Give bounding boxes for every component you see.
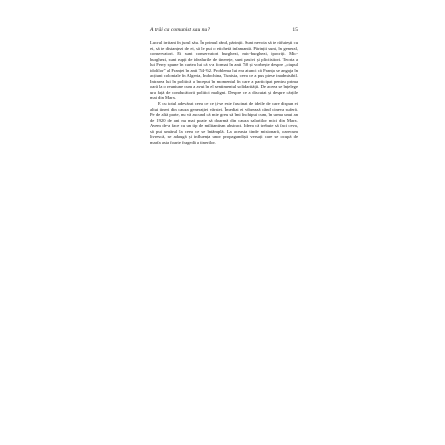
paragraph: E cu totul adevărat ceea ce ce ți-se este fascinat de ideile de care dispun ei altui tineri din cauza generației vârstei. Îmediat ei vibrează când cineva suferă. Pe de altă parte, nu vă ascund că mie greu să îmi închipui cum, în urma unui an de 1920 de ani nu mai poate să doarmă din cauza salariilor mici din Marx. Avem de-a face cu un tip de militantism abstract. Ideea că trebuie să faci ceva, să pui umărul la ceea ce se întâmplă. La aceasta tinde misionară, oarecum livrescă, se adaugă și influența unor propagandiști versați care se ocupă de marfa asta foarte fragedă a tinerilor.: [150, 101, 298, 145]
body-text: [150, 40, 298, 145]
page-number: 15: [292, 27, 298, 33]
running-head: [150, 27, 298, 33]
running-head-title: A trăi ca comunist sau nu?: [150, 27, 211, 33]
paragraph: Lucrul irritant în jurul său. În primul rând, părinții. Sunt nevoia să te răfuiești cu ei, să te distanțezi de ei, să le pui o etichetă infamantă. Părinții sunt, în general, conservatori. Ei sunt conservatori burghezi, mic-burghezi, ipocriți. Mic-burghezi, sunt rupți de idealurile de tinerețe, sunt pasivi și plictisitori. Teoria a lui Ferry spune în cartea lui că s-a format în anii '50 și vorbește despre „ciupul idolilor” al Franței în anii '54-'62. Problema lui era atunci că Franța se angaja în acțiuni coloniale în Algeria, Indochina, Tunisia, ceea ce a pus piese inadmisibil. Intrarea lui în politică a început în momentul în care a participat pentru prima oară la o reuniune cum a avut în el sentimentul solidarității. De aceea se înțelege ura față de conducătorii politici maligni. Despre ce a discutat și despre cărțile mai din Marx.: [150, 40, 298, 101]
